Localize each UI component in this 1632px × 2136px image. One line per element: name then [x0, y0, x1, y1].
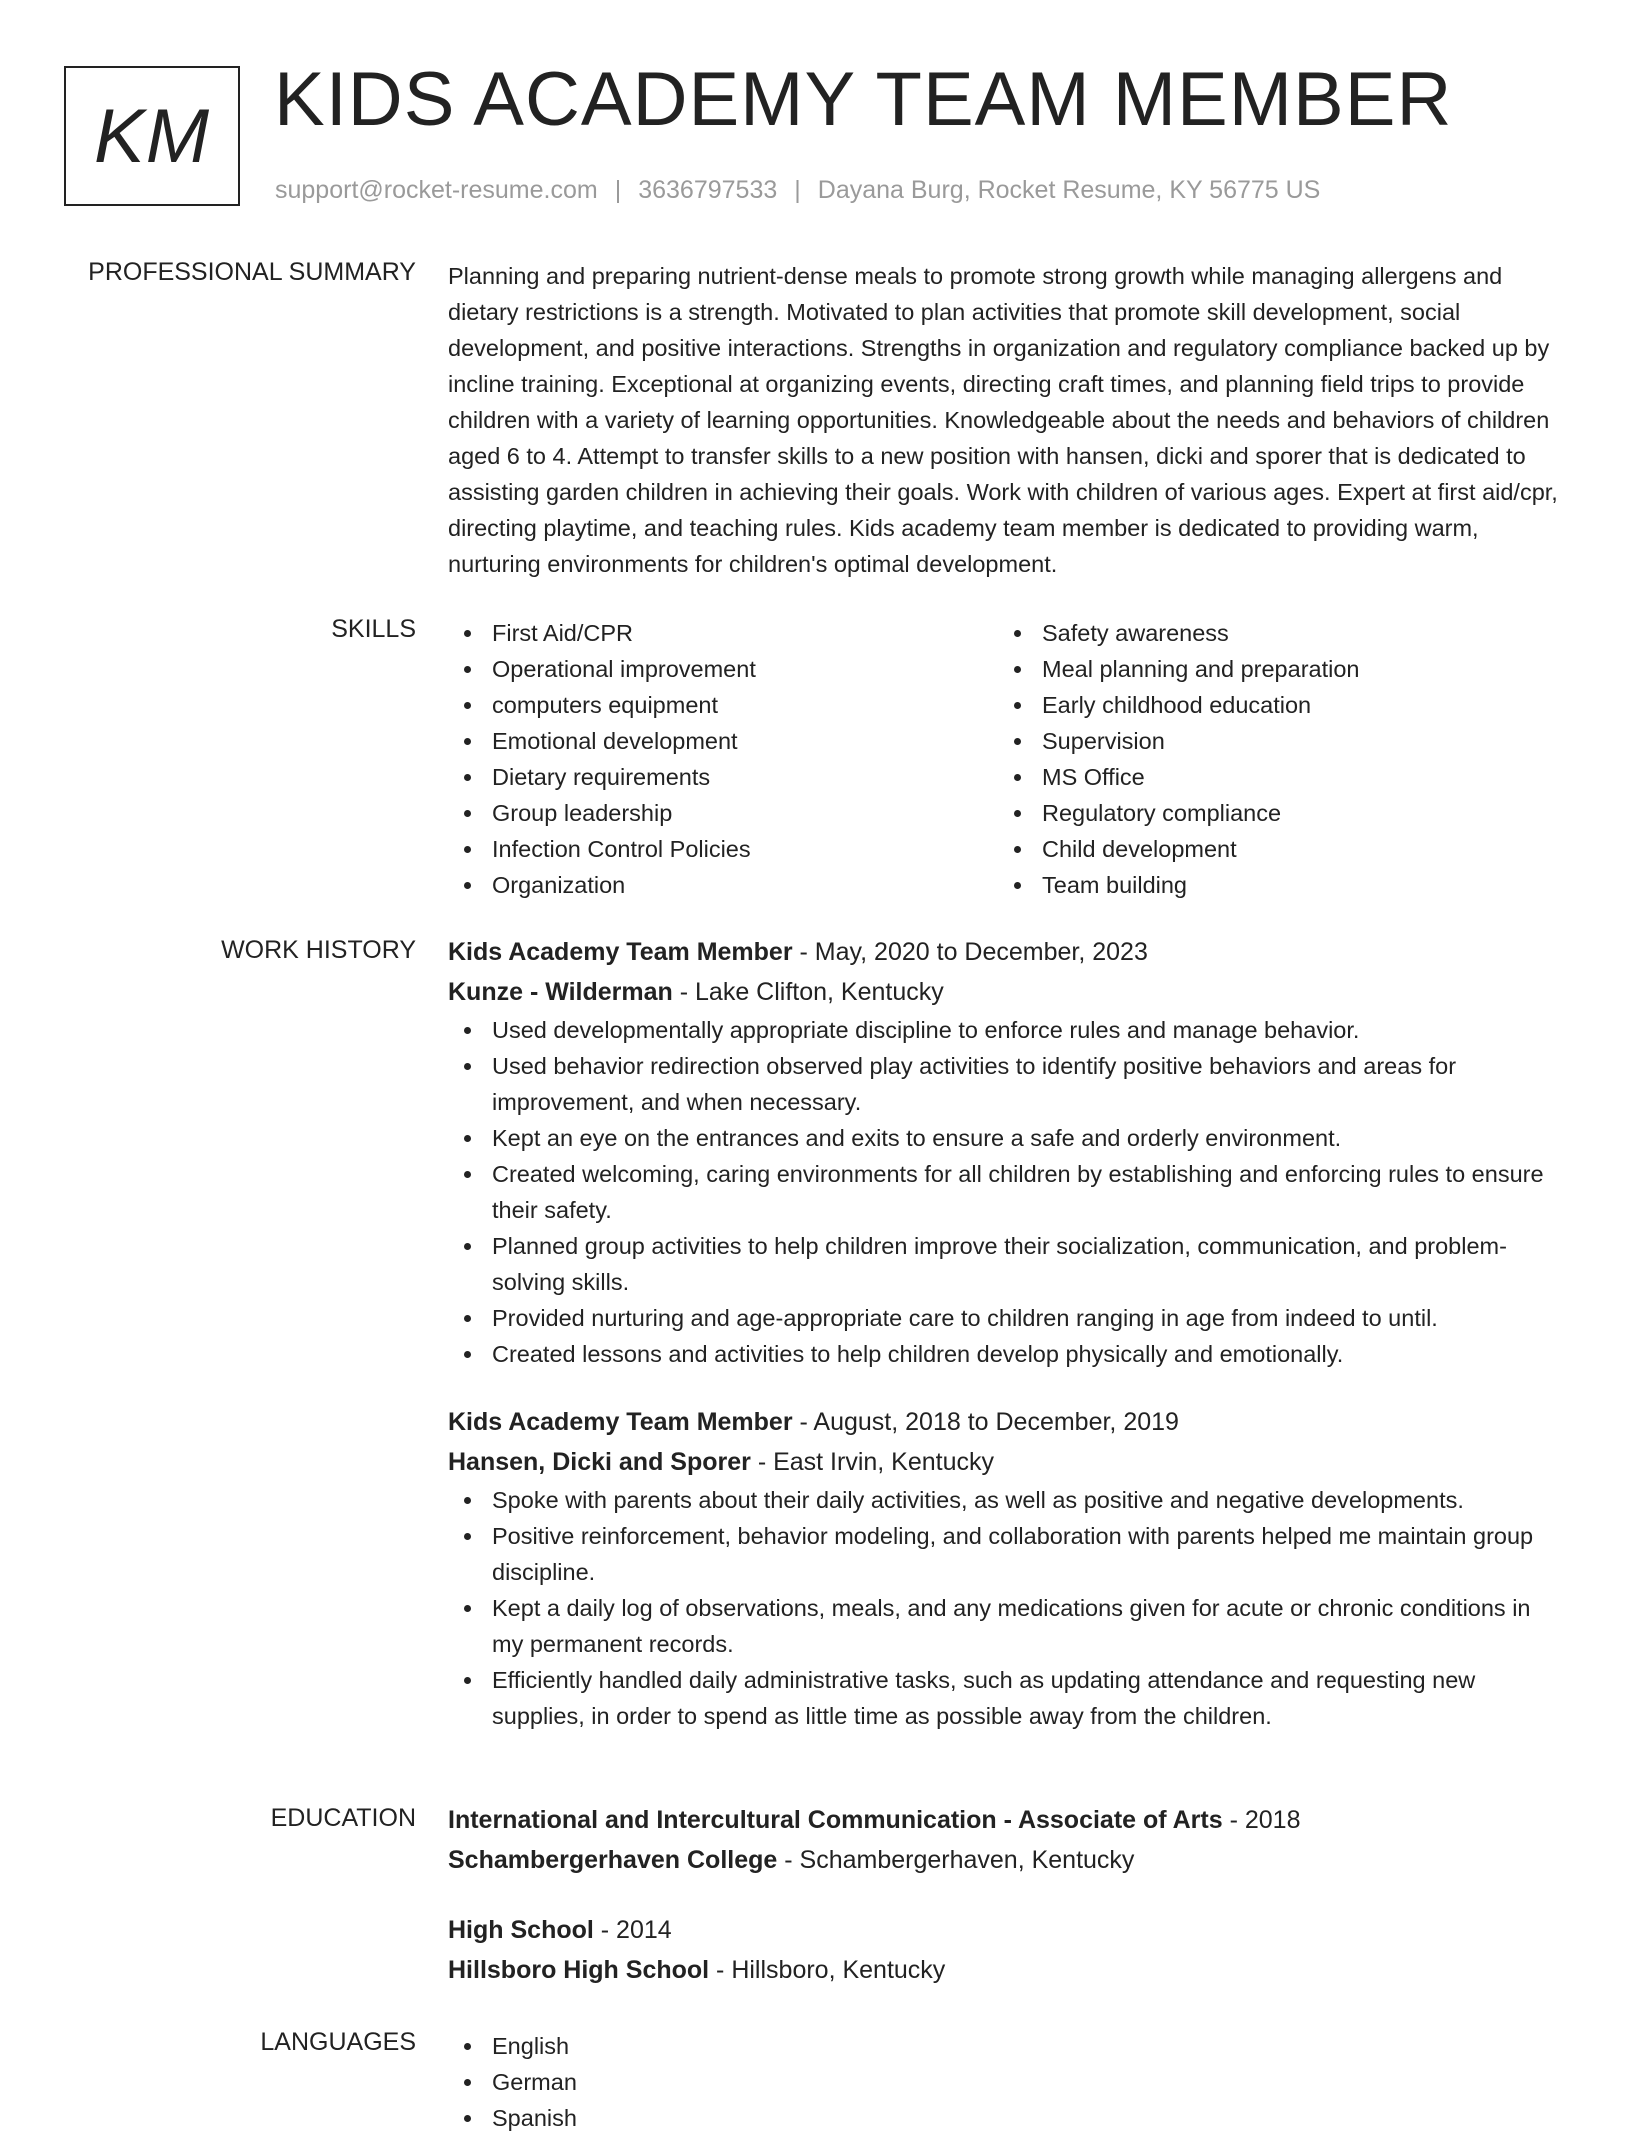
job-duty-item: Spoke with parents about their daily activities, as well as positive and negative developments. — [448, 1482, 1568, 1518]
job-title: Kids Academy Team Member — [448, 938, 793, 966]
job-duty-item: Used developmentally appropriate discipline to enforce rules and manage behavior. — [448, 1012, 1568, 1048]
education-year: - 2018 — [1222, 1806, 1301, 1834]
education-school: Hillsboro High School — [448, 1956, 710, 1984]
contact-separator: | — [614, 176, 622, 204]
education-location: - Schambergerhaven, Kentucky — [777, 1846, 1135, 1874]
job-duties-list — [448, 1482, 1568, 1734]
job-duty-item: Used behavior redirection observed play activities to identify positive behaviors and areas for improvement, and when necessary. — [448, 1048, 1568, 1120]
languages-list — [448, 2028, 1568, 2136]
section-heading-languages: LANGUAGES — [260, 2028, 416, 2056]
skill-item: computers equipment — [448, 687, 998, 723]
skill-item: First Aid/CPR — [448, 615, 998, 651]
skill-item: Meal planning and preparation — [998, 651, 1548, 687]
job-duty-item: Kept a daily log of observations, meals, and any medications given for acute or chronic conditions in my permanent records. — [448, 1590, 1568, 1662]
job-title: Kids Academy Team Member — [448, 1408, 793, 1436]
skill-item: Operational improvement — [448, 651, 998, 687]
language-item: German — [448, 2064, 1568, 2100]
job-dates: - August, 2018 to December, 2019 — [792, 1408, 1179, 1436]
education-body — [448, 1800, 1568, 2020]
education-degree-line — [448, 1910, 1568, 1950]
skill-item: Infection Control Policies — [448, 831, 998, 867]
skill-item: Team building — [998, 867, 1548, 903]
contact-line — [275, 176, 1320, 205]
skill-item: Emotional development — [448, 723, 998, 759]
skill-item: Child development — [998, 831, 1548, 867]
job-title-line — [448, 932, 1568, 972]
education-school: Schambergerhaven College — [448, 1846, 778, 1874]
section-heading-education: EDUCATION — [270, 1804, 416, 1832]
skills-list-right — [998, 615, 1548, 903]
job-location: - Lake Clifton, Kentucky — [672, 978, 944, 1006]
work-history-body — [448, 932, 1568, 1734]
skill-item: Dietary requirements — [448, 759, 998, 795]
section-heading-work: WORK HISTORY — [221, 936, 416, 964]
job-duty-item: Created lessons and activities to help children develop physically and emotionally. — [448, 1336, 1568, 1372]
education-entry — [448, 1800, 1568, 1880]
monogram-box — [64, 66, 240, 206]
section-heading-skills: SKILLS — [331, 615, 416, 643]
skill-item: Regulatory compliance — [998, 795, 1548, 831]
job-duty-item: Kept an eye on the entrances and exits to ensure a safe and orderly environment. — [448, 1120, 1568, 1156]
job-company-line — [448, 1442, 1568, 1482]
job-duty-item: Positive reinforcement, behavior modeling, and collaboration with parents helped me maintain group discipline. — [448, 1518, 1568, 1590]
job-company: Hansen, Dicki and Sporer — [448, 1448, 751, 1476]
education-degree-line — [448, 1800, 1568, 1840]
contact-separator: | — [794, 176, 801, 204]
page-title: KIDS ACADEMY TEAM MEMBER — [274, 57, 1453, 142]
skill-item: Safety awareness — [998, 615, 1548, 651]
job-title-line — [448, 1402, 1568, 1442]
monogram-initials: KM — [94, 93, 210, 179]
skill-item: MS Office — [998, 759, 1548, 795]
education-degree: High School — [448, 1916, 594, 1944]
skill-item: Organization — [448, 867, 998, 903]
contact-email[interactable]: support@rocket-resume.com — [275, 176, 598, 204]
contact-phone[interactable]: 3636797533 — [638, 176, 778, 204]
job-dates: - May, 2020 to December, 2023 — [792, 938, 1148, 966]
skills-list-left — [448, 615, 998, 903]
skill-item: Early childhood education — [998, 687, 1548, 723]
contact-address: Dayana Burg, Rocket Resume, KY 56775 US — [817, 176, 1321, 204]
education-school-line — [448, 1950, 1568, 1990]
skill-item: Group leadership — [448, 795, 998, 831]
job-entry — [448, 932, 1568, 1372]
language-item: Spanish — [448, 2100, 1568, 2136]
summary-text: Planning and preparing nutrient-dense meals to promote strong growth while managing allergens and dietary restrictions is a strength. Motivated to plan activities that promote skill development, social development, and positive interactions. Strengths in organization and regulatory compliance backed up by incline training. Exceptional at organizing events, directing craft times, and planning field trips to provide children with a variety of learning opportunities. Knowledgeable about the needs and behaviors of children aged 6 to 4. Attempt to transfer skills to a new position with hansen, dicki and sporer that is dedicated to assisting garden children in achieving their goals. Work with children of various ages. Expert at first aid/cpr, directing playtime, and teaching rules. Kids academy team member is dedicated to providing warm, nurturing environments for children's optimal development. — [448, 263, 1558, 577]
job-duty-item: Planned group activities to help children improve their socialization, communication, and problem-solving skills. — [448, 1228, 1568, 1300]
summary-body — [448, 258, 1568, 582]
job-company: Kunze - Wilderman — [448, 978, 673, 1006]
skills-grid — [448, 615, 1568, 903]
education-location: - Hillsboro, Kentucky — [709, 1956, 946, 1984]
job-company-line — [448, 972, 1568, 1012]
job-duty-item: Provided nurturing and age-appropriate care to children ranging in age from indeed to until. — [448, 1300, 1568, 1336]
section-heading-summary: PROFESSIONAL SUMMARY — [88, 258, 416, 286]
education-degree: International and Intercultural Communication - Associate of Arts — [448, 1806, 1223, 1834]
education-year: - 2014 — [593, 1916, 672, 1944]
job-location: - East Irvin, Kentucky — [750, 1448, 995, 1476]
language-item: English — [448, 2028, 1568, 2064]
education-entry — [448, 1910, 1568, 1990]
skill-item: Supervision — [998, 723, 1548, 759]
job-entry — [448, 1402, 1568, 1734]
job-duty-item: Created welcoming, caring environments for all children by establishing and enforcing rules to ensure their safety. — [448, 1156, 1568, 1228]
job-duties-list — [448, 1012, 1568, 1372]
education-school-line — [448, 1840, 1568, 1880]
skills-body — [448, 615, 1568, 903]
job-duty-item: Efficiently handled daily administrative tasks, such as updating attendance and requesting new supplies, in order to spend as little time as possible away from the children. — [448, 1662, 1568, 1734]
languages-body — [448, 2028, 1568, 2136]
